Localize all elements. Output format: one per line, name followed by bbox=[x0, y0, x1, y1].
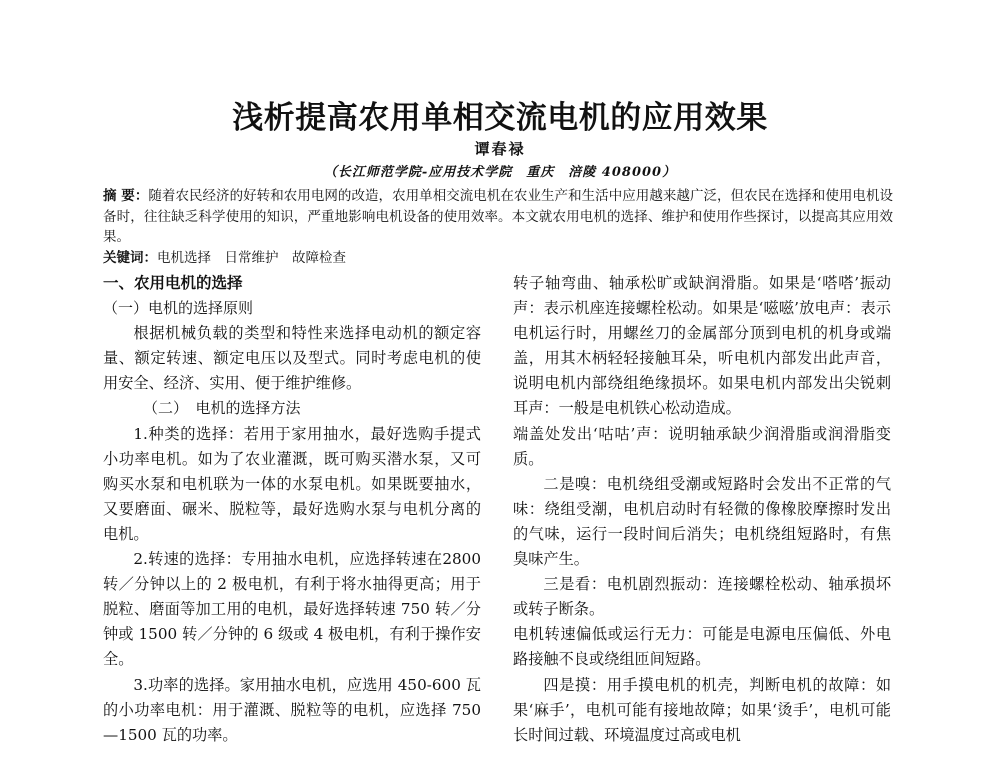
abstract-text: 随着农民经济的好转和农用电网的改造，农用单相交流电机在农业生产和生活中应用越来越广泛，但农民在选择和使用电机设备时，往往缺乏科学使用的知识，严重地影响电机设备的使用效率。本文就农用电机的选择、维护和使用作些探讨，以提高其应用效果。 bbox=[103, 188, 893, 245]
author-name: 谭春禄 bbox=[474, 140, 526, 158]
abstract-label: 摘 要： bbox=[103, 188, 149, 204]
section-heading-1: 一、农用电机的选择 bbox=[103, 274, 243, 292]
paragraph-smell: 二是嗅：电机绕组受潮或短路时会发出不正常的气味：绕组受潮，电机启动时有轻微的像橡胶摩擦时发出的气味，运行一段时间后消失；电机绕组短路时，有焦臭味产生。 bbox=[513, 474, 891, 569]
right-column bbox=[513, 271, 891, 748]
author-affiliation: （长江师范学院-应用技术学院 重庆 涪陵 408000） bbox=[323, 165, 677, 180]
paragraph-speed-selection: 2.转速的选择：专用抽水电机，应选择转速在2800 转／分钟以上的 2 极电机，有利于将水抽得更高；用于脱粒、磨面等加工用的电机，最好选择转速 750 转／分钟或 1500 转／分钟的 6 级或 4 极电机，有利于操作安全。 bbox=[103, 550, 481, 669]
subsection-heading-principles: （一）电机的选择原则 bbox=[103, 299, 254, 318]
paragraph-principles: 根据机械负载的类型和特性来选择电动机的额定容量、额定转速、额定电压以及型式。同时考虑电机的使用安全、经济、实用、便于维护维修。 bbox=[103, 324, 481, 393]
paragraph-endcover-noise: 端盖处发出‘咕咕’声：说明轴承缺少润滑脂或润滑脂变质。 bbox=[513, 424, 891, 468]
abstract bbox=[103, 186, 893, 248]
paragraph-touch: 四是摸：用手摸电机的机壳，判断电机的故障：如果‘麻手’，电机可能有接地故障；如果‘烫手’，电机可能长时间过载、环境温度过高或电机 bbox=[513, 675, 891, 744]
paragraph-power-selection: 3.功率的选择。家用抽水电机，应选用 450-600 瓦的小功率电机：用于灌溉、脱粒等的电机，应选择 750—1500 瓦的功率。 bbox=[103, 675, 481, 744]
paragraph-type-selection: 1.种类的选择：若用于家用抽水，最好选购手提式小功率电机。如为了农业灌溉，既可购买潜水泵，又可购买水泵和电机联为一体的水泵电机。如果既要抽水，又要磨面、碾米、脱粒等，最好选购水泵与电机分离的电机。 bbox=[103, 424, 481, 543]
paragraph-noise-diagnosis: 转子轴弯曲、轴承松旷或缺润滑脂。如果是‘嗒嗒’振动声：表示机座连接螺栓松动。如果是‘嗞嗞’放电声：表示电机运行时，用螺丝刀的金属部分顶到电机的机身或端盖，用其木柄轻轻接触耳朵，听电机内部发出此声音，说明电机内部绕组绝缘损坏。如果电机内部发出尖锐刺耳声：一般是电机铁心松动造成。 bbox=[513, 274, 891, 418]
keywords-text: 电机选择 日常维护 故障检查 bbox=[157, 249, 346, 266]
keywords-label: 关键词： bbox=[103, 249, 157, 266]
paragraph-low-speed: 电机转速偏低或运行无力：可能是电源电压偏低、外电路接触不良或绕组匝间短路。 bbox=[513, 625, 891, 669]
keywords bbox=[103, 248, 893, 268]
paragraph-look: 三是看：电机剧烈振动：连接螺栓松动、轴承损坏或转子断条。 bbox=[513, 575, 891, 619]
abstract-block bbox=[103, 186, 893, 268]
subsection-heading-methods: （二） 电机的选择方法 bbox=[143, 399, 301, 418]
paper-title: 浅析提高农用单相交流电机的应用效果 bbox=[232, 100, 768, 136]
left-column bbox=[103, 271, 481, 748]
